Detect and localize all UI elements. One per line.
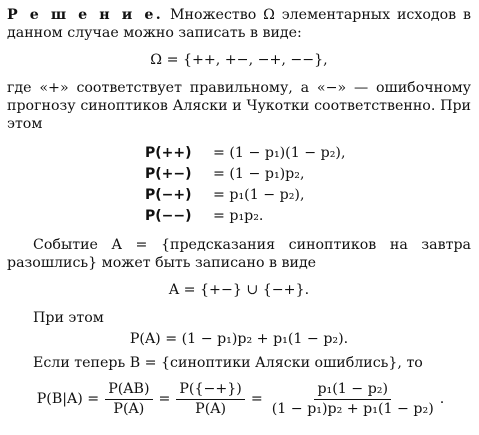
fraction-denominator: P(A) xyxy=(195,400,227,417)
fraction-2 xyxy=(176,381,244,418)
probability-lhs: P(−+) xyxy=(145,186,192,203)
paragraph-solution-intro xyxy=(7,6,471,42)
probability-row xyxy=(7,205,471,226)
probability-lhs: P(++) xyxy=(145,144,192,161)
equals-sign: = xyxy=(250,391,263,407)
probability-rhs: = (1 − p₁)(1 − p₂), xyxy=(213,144,346,161)
fraction-3 xyxy=(269,381,437,418)
conditional-probability-equation xyxy=(7,376,471,422)
paragraph-text: Множество Ω элементарных исходов в данном случае можно записать в виде: xyxy=(7,7,471,41)
paragraph-signs-meaning: где «+» соответствует правильному, а «−» — ошибочному прогнозу синоптиков Аляски и Чукотки соответственно. При этом xyxy=(7,80,471,132)
equals-sign: = xyxy=(158,391,171,407)
probability-lhs: P(−−) xyxy=(145,207,192,224)
fraction-denominator: (1 − p₁)p₂ + p₁(1 − p₂) xyxy=(271,400,434,417)
fraction-numerator: P({−+}) xyxy=(176,381,244,400)
probability-row xyxy=(7,163,471,184)
paragraph-then: При этом xyxy=(33,310,104,326)
fraction-numerator: P(AB) xyxy=(105,381,152,400)
probability-row xyxy=(7,184,471,205)
paragraph-event-a: Событие A = {предсказания синоптиков на завтра разошлись} может быть записано в виде xyxy=(7,237,471,271)
paragraph-event-b: Если теперь B = {синоптики Аляски ошиблись}, то xyxy=(33,355,423,371)
final-period: . xyxy=(439,391,445,407)
fraction-denominator: P(A) xyxy=(113,400,145,417)
event-a-equation: A = {+−} ∪ {−+}. xyxy=(168,282,310,298)
probability-lhs: P(+−) xyxy=(145,165,192,182)
probability-rhs: = (1 − p₁)p₂, xyxy=(213,165,305,182)
solution-heading: Р е ш е н и е. xyxy=(7,7,164,23)
fraction-numerator: p₁(1 − p₂) xyxy=(314,381,391,400)
probability-rhs: = p₁p₂. xyxy=(213,207,264,224)
omega-equation: Ω = {++, +−, −+, −−}, xyxy=(150,52,328,68)
probability-a-equation: P(A) = (1 − p₁)p₂ + p₁(1 − p₂). xyxy=(129,331,349,347)
probabilities-block xyxy=(7,142,471,226)
final-lhs: P(B|A) = xyxy=(36,391,100,407)
fraction-1 xyxy=(105,381,152,418)
probability-rhs: = p₁(1 − p₂), xyxy=(213,186,305,203)
probability-row xyxy=(7,142,471,163)
